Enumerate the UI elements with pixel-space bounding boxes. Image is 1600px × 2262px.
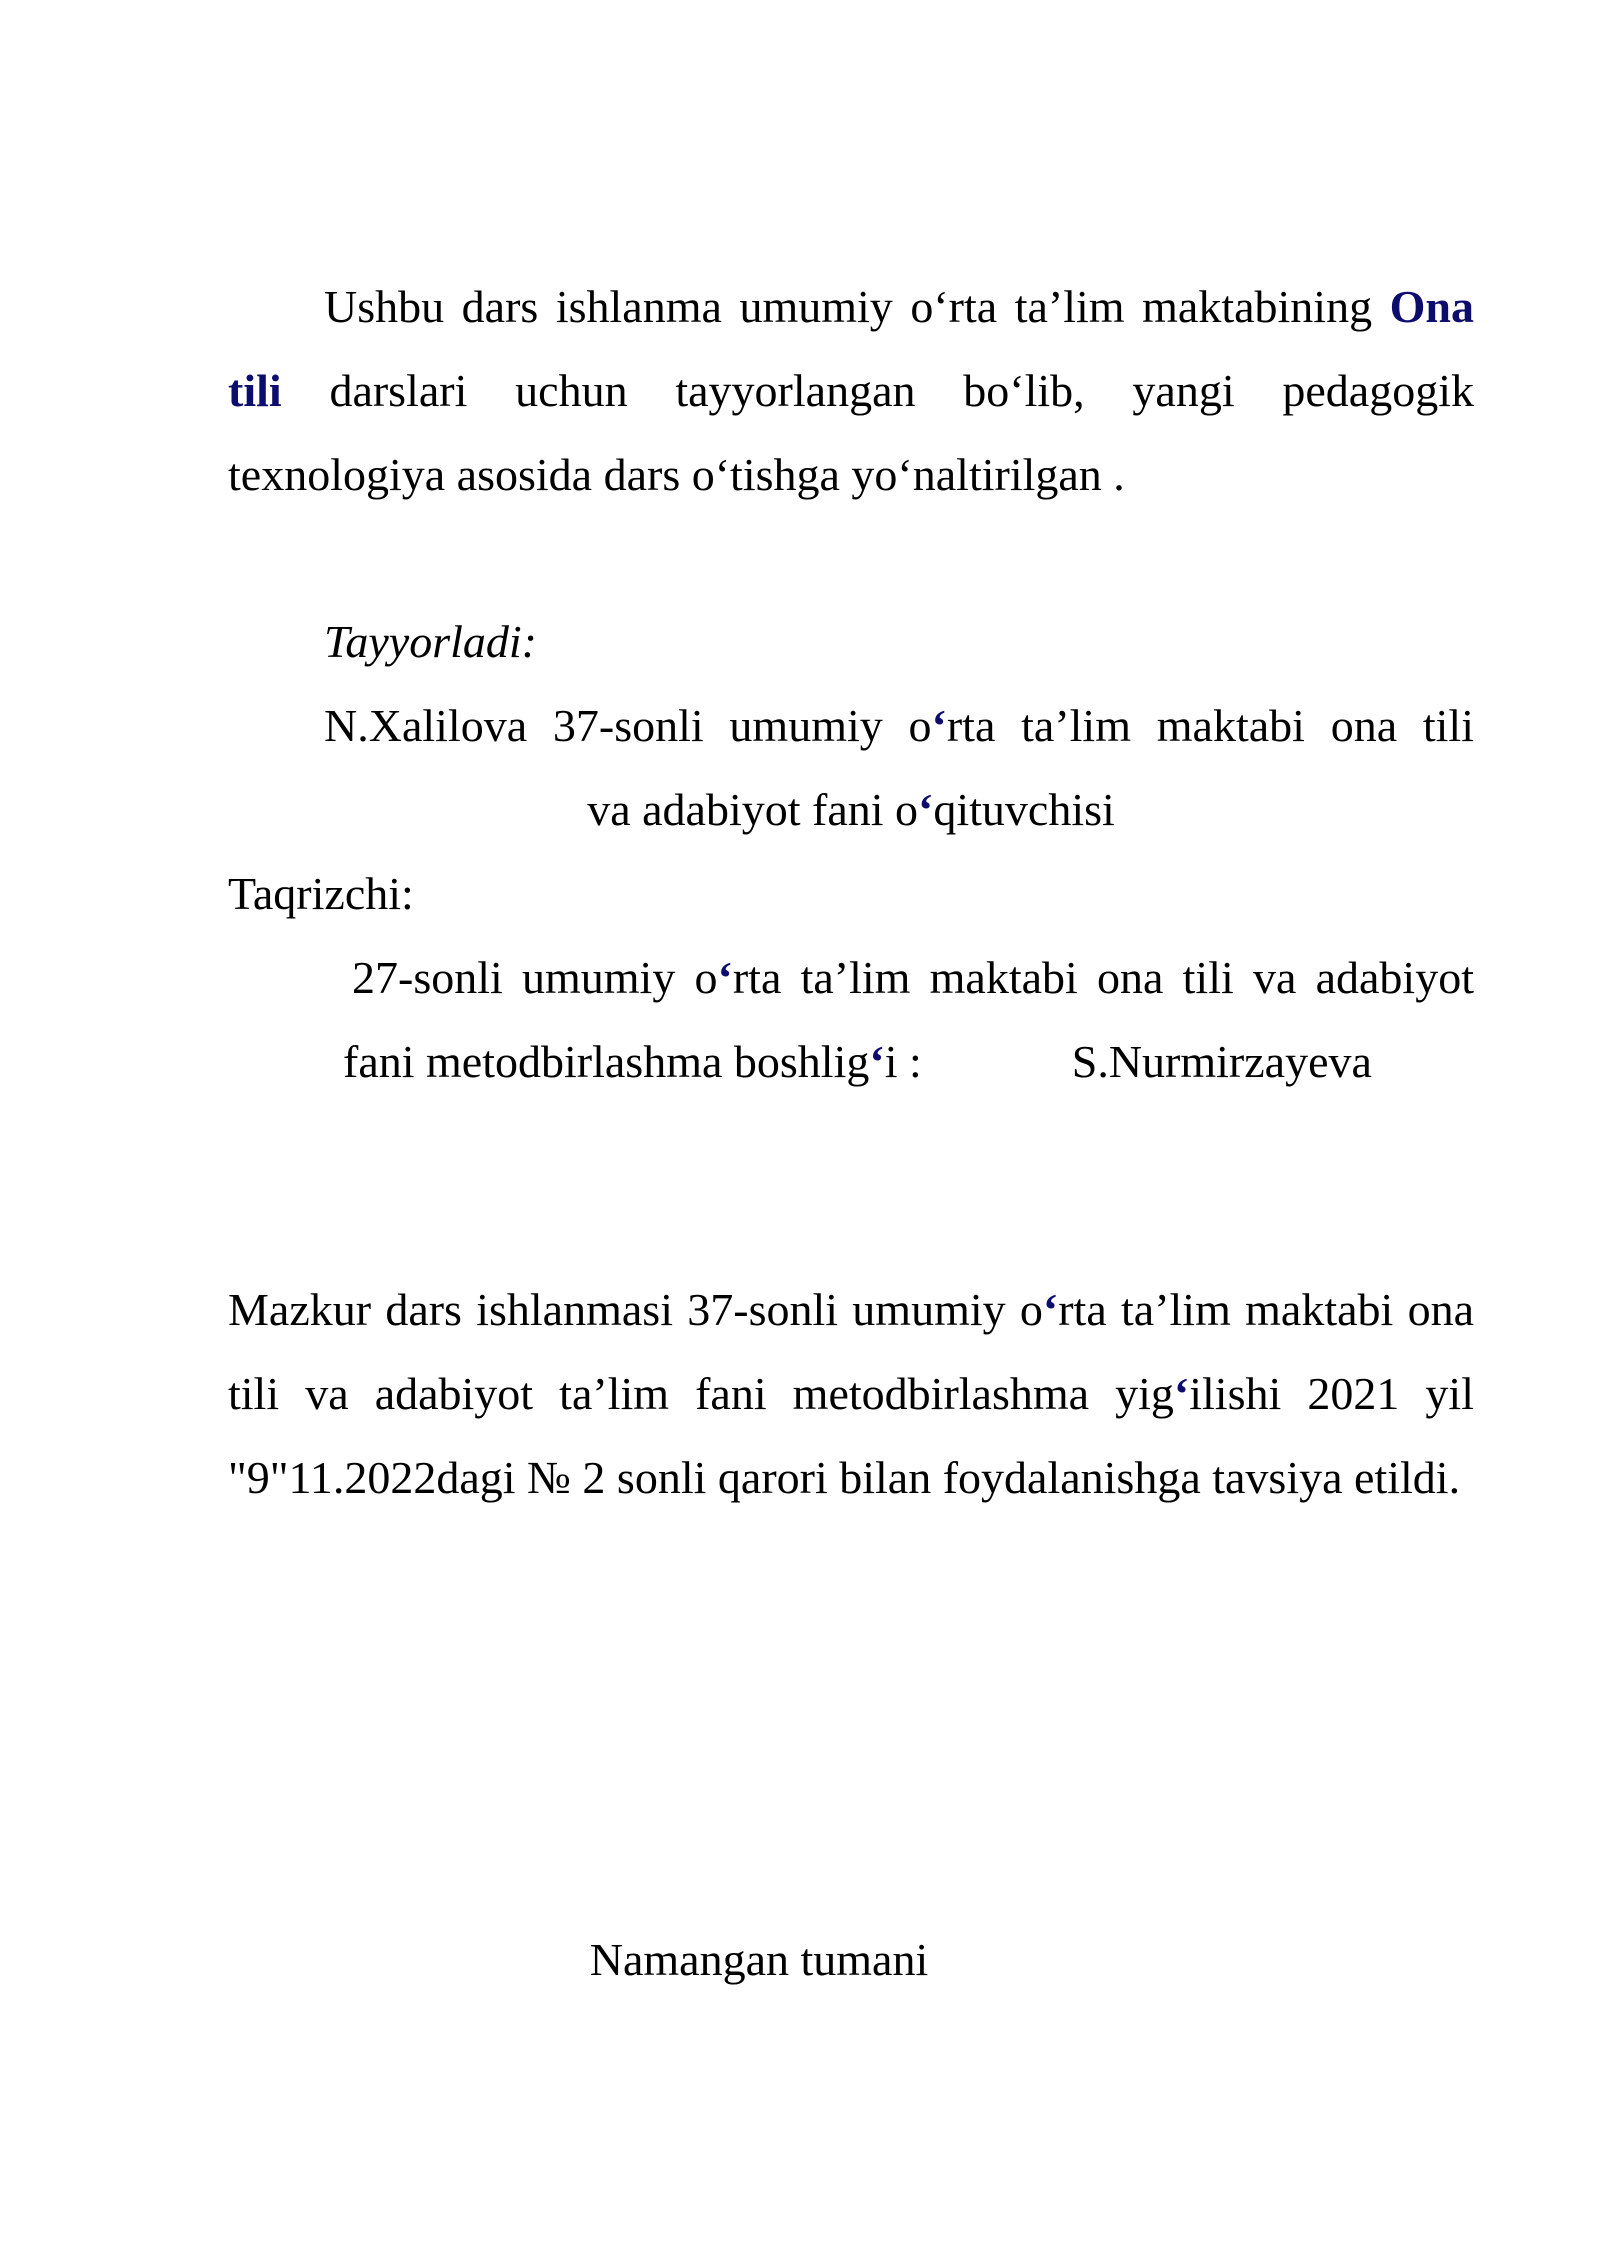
approval-paragraph — [228, 1268, 1474, 1520]
reviewer-line-2 — [228, 1020, 1474, 1104]
approval-text-1: Mazkur dars ishlanmasi 37-sonli umumiy o — [228, 1284, 1043, 1335]
approval-text-3: ilishi 2021 yil "9"11.2022dagi № 2 sonli qarori bilan foydalanishga tavsiya etildi. — [228, 1368, 1474, 1503]
reviewer-line1-a: 27-sonli umumiy o — [352, 952, 718, 1003]
prepared-by-label: Tayyorladi: — [324, 616, 537, 667]
reviewer-line1-b: rta ta’lim maktabi ona tili va adabiyot — [732, 952, 1474, 1003]
reviewer-block — [228, 936, 1474, 1104]
reviewer-label: Taqrizchi: — [228, 868, 414, 919]
reviewer-name: S.Nurmirzayeva — [1071, 1036, 1372, 1087]
intro-text-start: Ushbu dars ishlanma umumiy o‘rta ta’lim maktabining — [324, 281, 1390, 332]
prepared-line1-b: rta ta’lim maktabi ona tili — [946, 700, 1474, 751]
prepared-by-block — [228, 684, 1474, 852]
location-footer: Namangan tumani — [589, 1934, 929, 1985]
prepared-by-line-2 — [228, 768, 1474, 852]
prepared-line1-a: N.Xalilova 37-sonli umumiy o — [324, 700, 932, 751]
subject-highlight: Ona tili — [228, 281, 1474, 416]
reviewer-line2-b: i : — [884, 1036, 922, 1087]
prepared-by-line-1 — [228, 684, 1474, 768]
prepared-line2-b: qituvchisi — [933, 784, 1115, 835]
intro-paragraph — [228, 265, 1474, 517]
approval-text-2: rta ta’lim maktabi ona tili va adabiyot ta’lim fani metodbirlashma yig — [228, 1284, 1474, 1419]
reviewer-line2-quote: ‘ — [869, 1036, 885, 1087]
prepared-line2-a: va adabiyot fani o — [587, 784, 919, 835]
reviewer-line-1 — [228, 936, 1474, 1020]
reviewer-line1-quote: ‘ — [717, 952, 733, 1003]
approval-quote-2: ‘ — [1173, 1368, 1190, 1419]
approval-quote-1: ‘ — [1042, 1284, 1059, 1335]
prepared-line1-quote: ‘ — [931, 700, 947, 751]
intro-text-end: darslari uchun tayyorlangan bo‘lib, yangi pedagogik texnologiya asosida dars o‘tishga yo‘naltirilgan . — [228, 365, 1474, 500]
reviewer-line2-a: fani metodbirlashma boshlig — [343, 1036, 870, 1087]
prepared-line2-quote: ‘ — [918, 784, 934, 835]
